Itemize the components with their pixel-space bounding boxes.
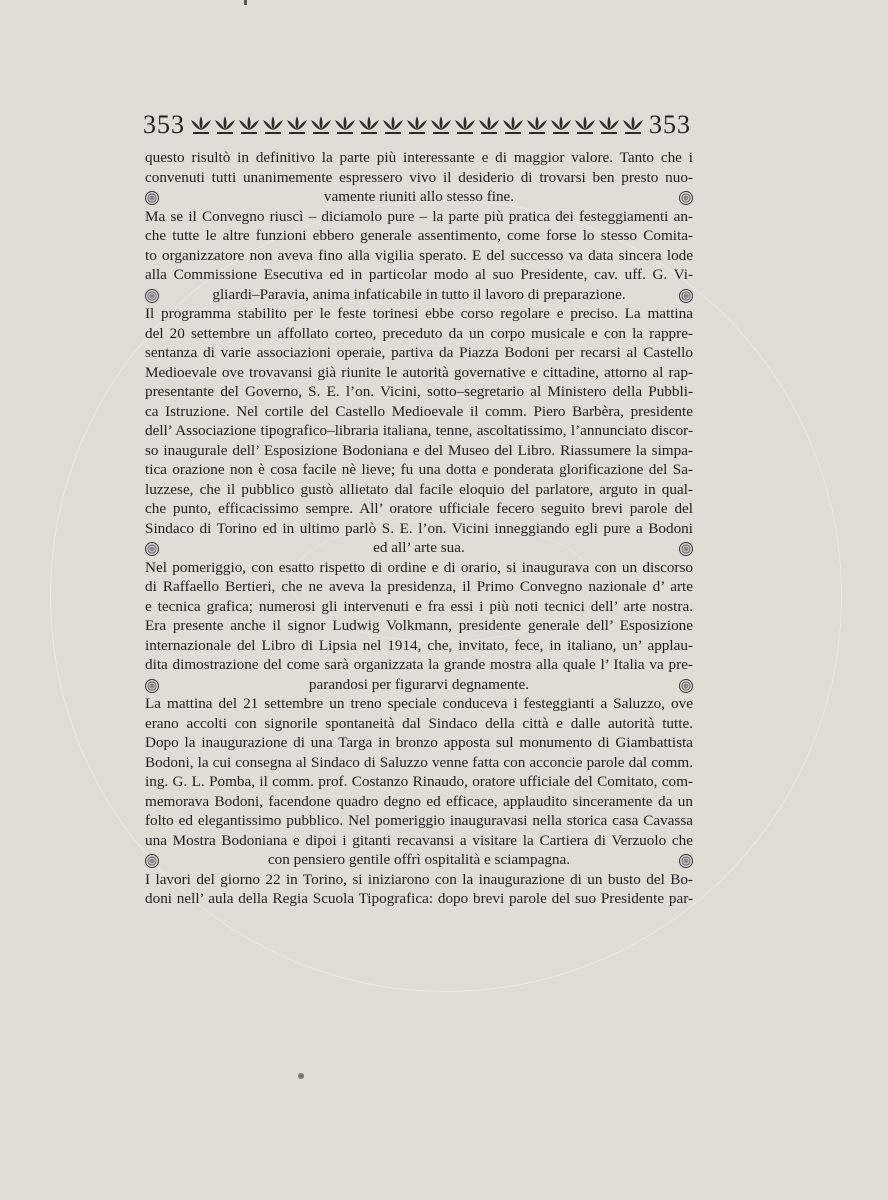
lily-fleuron-icon bbox=[261, 114, 285, 136]
line-text: parandosi per figurarvi degnamente. bbox=[308, 675, 530, 693]
rosette-icon bbox=[679, 289, 693, 303]
text-line bbox=[145, 616, 693, 636]
lily-fleuron-icon bbox=[285, 114, 309, 136]
line-text: presentante del Governo, S. E. l’on. Vicini, sotto–segretario al Ministero della Pubbli- bbox=[145, 383, 693, 400]
line-text: dell’ Associazione tipografico–libraria italiana, tenne, ascoltatissimo, l’annunciato discor- bbox=[145, 422, 693, 439]
lily-fleuron-icon bbox=[429, 114, 453, 136]
text-line bbox=[145, 499, 693, 519]
line-text: che tutte le altre funzioni ebbero generale assentimento, come forse lo stesso Comita- bbox=[145, 227, 693, 244]
lily-fleuron-icon bbox=[501, 114, 525, 136]
line-text: memorava Bodoni, facendone quadro degno ed efficace, applaudito sinceramente da un bbox=[145, 792, 693, 810]
line-text: con pensiero gentile offrì ospitalità e sciampagna. bbox=[267, 851, 571, 868]
text-line bbox=[145, 421, 693, 441]
lily-fleuron-icon bbox=[357, 114, 381, 136]
paragraph-last-line bbox=[145, 675, 693, 695]
line-text: gliardi–Paravia, anima infaticabile in tutto il lavoro di preparazione. bbox=[212, 285, 626, 303]
lily-fleuron-icon bbox=[189, 114, 213, 136]
text-line bbox=[145, 597, 693, 617]
line-text: vamente riuniti allo stesso fine. bbox=[323, 188, 515, 205]
rosette-icon bbox=[679, 679, 693, 693]
text-line bbox=[145, 363, 693, 383]
paragraph-last-line bbox=[145, 187, 693, 207]
rosette-icon bbox=[679, 854, 693, 868]
text-line bbox=[145, 324, 693, 344]
text-line bbox=[145, 831, 693, 851]
lily-fleuron-icon bbox=[405, 114, 429, 136]
line-text: sentanza di varie associazioni operaie, partiva da Piazza Bodoni per recarsi al Castello bbox=[145, 344, 693, 361]
line-text: luzzese, che il pubblico gustò allietato dal facile eloquio del parlatore, arguto in qual- bbox=[145, 480, 693, 498]
line-text: Era presente anche il signor Ludwig Volkmann, presidente generale dell’ Esposizione bbox=[145, 617, 693, 634]
line-text: che punto, efficacissimo sempre. All’ oratore ufficiale fecero seguito brevi parole del bbox=[145, 500, 693, 517]
lily-fleuron-icon bbox=[597, 114, 621, 136]
text-line bbox=[145, 304, 693, 324]
line-text: convenuti tutti unanimemente espressero vivo il desiderio di trovarsi ben presto nuo- bbox=[145, 168, 693, 186]
text-line bbox=[145, 636, 693, 656]
line-text: e tecnica grafica; numerosi gli intervenuti e fra essi i più noti tecnici dell’ arte nostra. bbox=[145, 597, 693, 615]
line-text: to organizzatore non aveva fino alla vigilia sperato. E del successo va data sincera lode bbox=[145, 246, 693, 264]
line-text: folto ed elegantissimo pubblico. Nel pomeriggio inauguravasi nella storica casa Cavassa bbox=[145, 812, 693, 829]
lily-fleuron-icon bbox=[213, 114, 237, 136]
text-line bbox=[145, 168, 693, 188]
text-line bbox=[145, 558, 693, 578]
line-text: tica orazione non è cosa facile nè lieve; fu una dotta e ponderata glorificazione del Sa- bbox=[145, 461, 693, 478]
text-line bbox=[145, 811, 693, 831]
text-line bbox=[145, 870, 693, 890]
text-line bbox=[145, 207, 693, 227]
lily-fleuron-icon bbox=[333, 114, 357, 136]
line-text: ed all’ arte sua. bbox=[373, 539, 465, 556]
text-line bbox=[145, 343, 693, 363]
running-header bbox=[143, 110, 691, 140]
text-line bbox=[145, 714, 693, 734]
body-text bbox=[145, 148, 693, 909]
text-line bbox=[145, 753, 693, 773]
line-text: del 20 settembre un affollato corteo, preceduto da un corpo musicale e con la rappre- bbox=[145, 324, 693, 342]
rosette-icon bbox=[679, 542, 693, 556]
text-line bbox=[145, 246, 693, 266]
lily-fleuron-icon bbox=[573, 114, 597, 136]
paragraph-last-line bbox=[145, 538, 693, 558]
line-text: erano accolti con signorile spontaneità dal Sindaco della città e dalle autorità tutte. bbox=[145, 714, 693, 732]
text-line bbox=[145, 694, 693, 714]
lily-fleuron-icon bbox=[549, 114, 573, 136]
paragraph-last-line bbox=[145, 850, 693, 870]
lily-fleuron-icon bbox=[477, 114, 501, 136]
text-line bbox=[145, 772, 693, 792]
page-number-left: 353 bbox=[143, 110, 185, 139]
page-number-right: 353 bbox=[649, 110, 691, 139]
text-line bbox=[145, 792, 693, 812]
text-line bbox=[145, 441, 693, 461]
ornament-band bbox=[185, 114, 649, 136]
text-line bbox=[145, 519, 693, 539]
text-line bbox=[145, 577, 693, 597]
line-text: ca Istruzione. Nel cortile del Castello Medioevale il comm. Piero Barbèra, presidente bbox=[145, 402, 693, 420]
text-line bbox=[145, 733, 693, 753]
line-text: internazionale del Libro di Lipsia nel 1914, che, invitato, fece, in italiano, un’ applau- bbox=[145, 636, 693, 654]
line-text: Dopo la inaugurazione di una Targa in bronzo apposta sul monumento di Giambattista bbox=[145, 734, 693, 751]
line-text: di Raffaello Bertieri, che ne aveva la presidenza, il Primo Convegno nazionale d’ arte bbox=[145, 578, 693, 595]
line-text: ing. G. L. Pomba, il comm. prof. Costanzo Rinaudo, oratore ufficiale del Comitato, com- bbox=[145, 773, 693, 790]
lily-fleuron-icon bbox=[621, 114, 645, 136]
page-speck bbox=[244, 0, 247, 5]
line-text: alla Commissione Esecutiva ed in particolar modo al suo Presidente, cav. uff. G. Vi- bbox=[145, 266, 693, 283]
text-line bbox=[145, 655, 693, 675]
line-text: Medioevale ove trovavansi già riunite le autorità governative e cittadine, attorno al rap- bbox=[145, 363, 693, 381]
line-text: una Mostra Bodoniana e dipoi i gitanti recavansi a visitare la Cartiera di Verzuolo che bbox=[145, 831, 693, 849]
text-line bbox=[145, 382, 693, 402]
lily-fleuron-icon bbox=[309, 114, 333, 136]
text-line bbox=[145, 265, 693, 285]
line-text: so inaugurale dell’ Esposizione Bodoniana e del Museo del Libro. Riassumere la simpa- bbox=[145, 441, 693, 459]
lily-fleuron-icon bbox=[381, 114, 405, 136]
line-text: Bodoni, la cui consegna al Sindaco di Saluzzo venne fatta con acconcie parole dal comm. bbox=[145, 753, 693, 771]
rosette-icon bbox=[679, 191, 693, 205]
text-line bbox=[145, 402, 693, 422]
line-text: questo risultò in definitivo la parte più interessante e di maggior valore. Tanto che i bbox=[145, 149, 693, 166]
line-text: La mattina del 21 settembre un treno speciale conduceva i festeggianti a Saluzzo, ove bbox=[145, 695, 693, 712]
line-text: doni nell’ aula della Regia Scuola Tipografica: dopo brevi parole del suo Presidente par- bbox=[145, 890, 693, 907]
line-text: Sindaco di Torino ed in ultimo parlò S. E. l’on. Vicini inneggiando egli pure a Bodoni bbox=[145, 519, 693, 537]
lily-fleuron-icon bbox=[237, 114, 261, 136]
text-line bbox=[145, 480, 693, 500]
paragraph-last-line bbox=[145, 285, 693, 305]
text-line bbox=[145, 460, 693, 480]
text-line bbox=[145, 148, 693, 168]
line-text: I lavori del giorno 22 in Torino, si iniziarono con la inaugurazione di un busto del Bo- bbox=[145, 870, 693, 888]
lily-fleuron-icon bbox=[453, 114, 477, 136]
line-text: Il programma stabilito per le feste torinesi ebbe corso regolare e preciso. La mattina bbox=[145, 305, 693, 322]
page-speck bbox=[298, 1073, 304, 1079]
line-text: dita dimostrazione del come sarà organizzata la grande mostra alla quale l’ Italia va pre- bbox=[145, 656, 693, 673]
line-text: Nel pomeriggio, con esatto rispetto di ordine e di orario, si inaugurava con un discorso bbox=[145, 558, 693, 576]
text-line bbox=[145, 226, 693, 246]
text-line bbox=[145, 889, 693, 909]
line-text: Ma se il Convegno riuscì – diciamolo pure – la parte più pratica dei festeggiamenti an- bbox=[145, 207, 693, 225]
lily-fleuron-icon bbox=[525, 114, 549, 136]
